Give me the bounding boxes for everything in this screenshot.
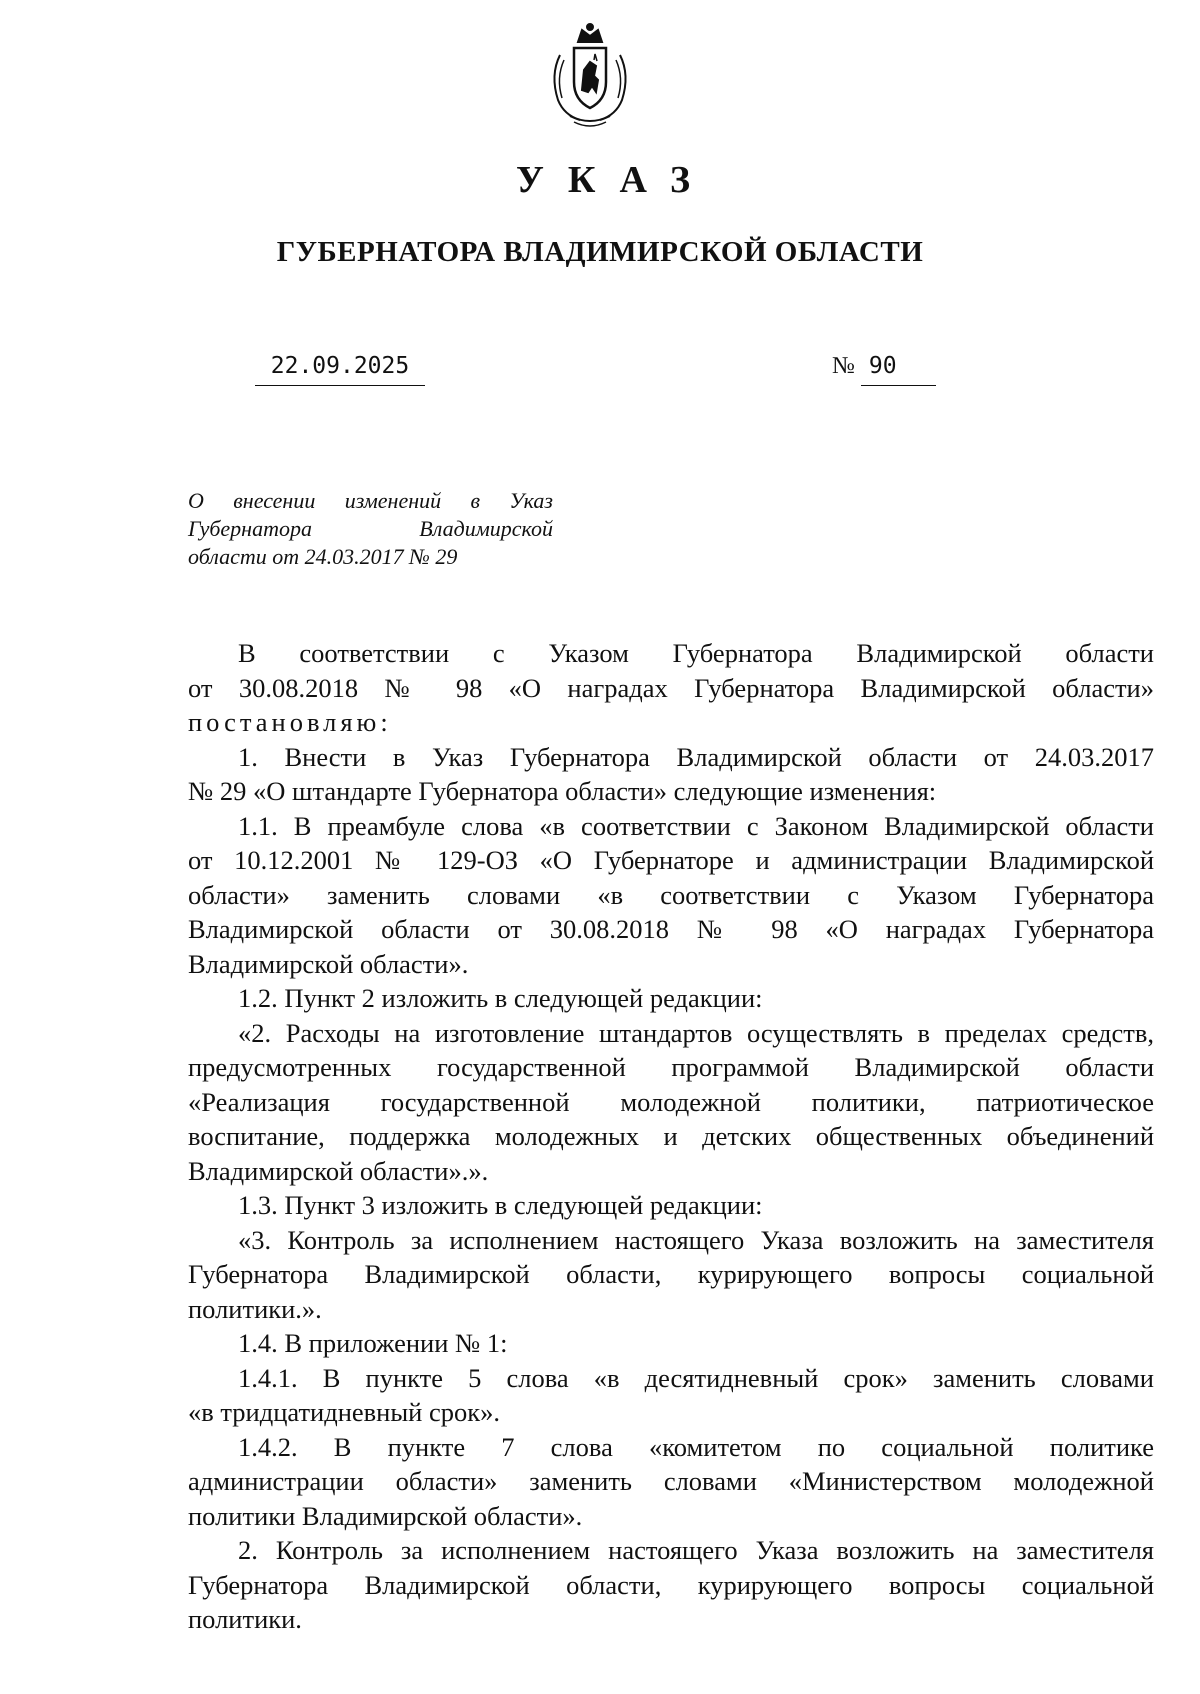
body-line: области» заменить словами «в соответствии с Указом Губернатора xyxy=(188,879,1154,910)
body-line: Владимирской области».». xyxy=(188,1155,489,1186)
body-line: «2. Расходы на изготовление штандартов осуществлять в пределах средств, xyxy=(238,1017,1154,1048)
body-line: «в тридцатидневный срок». xyxy=(188,1397,500,1427)
number-value: 90 xyxy=(861,353,936,386)
document-title: УКАЗ xyxy=(516,159,714,201)
body-line: Владимирской области от 30.08.2018 № 98 «О наградах Губернатора xyxy=(188,914,1154,944)
caption-line: области от 24.03.2017 № 29 xyxy=(188,544,458,569)
body-line: № 29 «О штандарте Губернатора области» следующие изменения: xyxy=(188,776,937,806)
body-line: политики Владимирской области». xyxy=(188,1500,583,1531)
body-line: воспитание, поддержка молодежных и детских общественных объединений xyxy=(188,1121,1154,1151)
document-date: 22.09.2025 xyxy=(255,353,425,386)
caption-line: О внесении изменений в Указ xyxy=(188,488,553,513)
body-line: от 10.12.2001 № 129-ОЗ «О Губернаторе и администрации Владимирской xyxy=(188,845,1154,875)
body-line: постановляю: xyxy=(188,707,392,737)
body-line: администрации области» заменить словами «Министерством молодежной xyxy=(188,1466,1154,1496)
document-subtitle: ГУБЕРНАТОРА ВЛАДИМИРСКОЙ ОБЛАСТИ xyxy=(276,236,924,268)
body-line: 1.4.2. В пункте 7 слова «комитетом по социальной политике xyxy=(238,1431,1154,1462)
body-line: 2. Контроль за исполнением настоящего Указа возложить на заместителя xyxy=(238,1535,1154,1565)
body-line: В соответствии с Указом Губернатора Владимирской области xyxy=(238,638,1154,668)
document-caption xyxy=(188,487,553,571)
body-line: предусмотренных государственной программой Владимирской области xyxy=(188,1052,1154,1082)
caption-line: Губернатора Владимирской xyxy=(188,516,553,541)
body-line: «3. Контроль за исполнением настоящего Указа возложить на заместителя xyxy=(238,1224,1154,1255)
body-line: 1.4.1. В пункте 5 слова «в десятидневный срок» заменить словами xyxy=(238,1362,1154,1393)
body-line: политики. xyxy=(188,1604,302,1634)
body-line: 1. Внести в Указ Губернатора Владимирской области от 24.03.2017 xyxy=(238,741,1154,772)
body-line: 1.1. В преамбуле слова «в соответствии с Законом Владимирской области xyxy=(238,810,1154,841)
body-line: «Реализация государственной молодежной политики, патриотическое xyxy=(188,1086,1154,1117)
body-line: Губернатора Владимирской области, курирующего вопросы социальной xyxy=(188,1569,1154,1600)
body-line: Владимирской области». xyxy=(188,948,469,979)
body-line: 1.3. Пункт 3 изложить в следующей редакции: xyxy=(238,1190,763,1220)
coat-of-arms-emblem xyxy=(540,20,640,130)
document-body xyxy=(188,636,1154,1637)
body-line: 1.2. Пункт 2 изложить в следующей редакции: xyxy=(238,983,763,1013)
number-sign: № xyxy=(832,353,855,379)
body-line: от 30.08.2018 № 98 «О наградах Губернатора Владимирской области» xyxy=(188,672,1154,703)
document-number xyxy=(832,353,936,386)
body-line: Губернатора Владимирской области, курирующего вопросы социальной xyxy=(188,1259,1154,1289)
body-line: 1.4. В приложении № 1: xyxy=(238,1328,508,1358)
body-line: политики.». xyxy=(188,1293,322,1324)
